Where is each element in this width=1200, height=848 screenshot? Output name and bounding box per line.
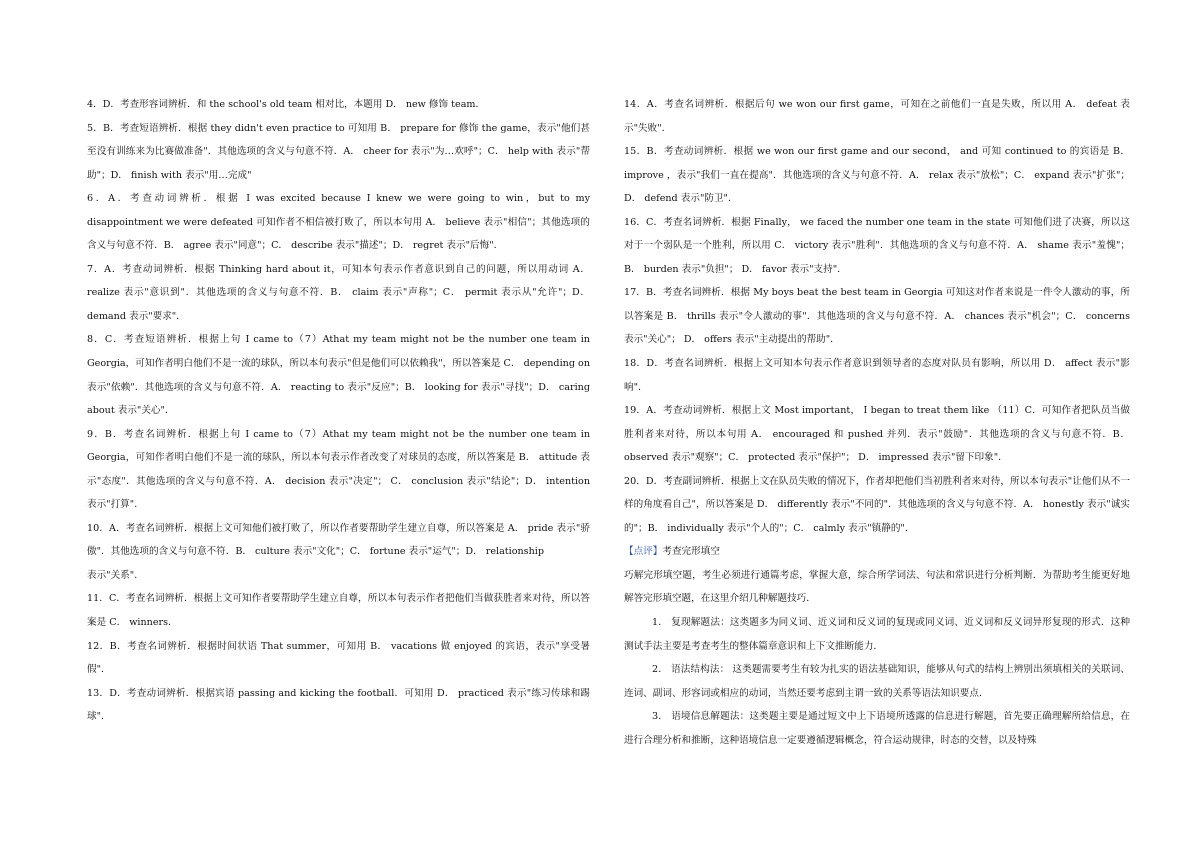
answer-4: 4．D．考查形容词辨析．和 the school's old team 相对比，本题用 D． new 修饰 team． [87,99,486,110]
answer-13: 13．D．考查动词辨析．根据宾语 passing and kicking the football．可知用 D． practiced 表示"练习传球和踢球"． [87,687,590,723]
left-column [87,93,590,729]
answer-18: 18．D．考查名词辨析．根据上文可知本句表示作者意识到领导者的态度对队员有影响，所以用 D． affect 表示"影响"． [624,358,1130,393]
comment-intro: 巧解完形填空题，考生必须进行通篇考虑，掌握大意，综合所学词法、句法和常识进行分析判断．为帮助考生能更好地解答完形填空题，在这里介绍几种解题技巧． [624,569,1130,605]
answer-7: 7．A．考查动词辨析．根据 Thinking hard about it，可知本句表示作者意识到自己的问题，所以用动词 A． realize 表示"意识到"．其他选项的含义与句意不符．B． claim 表示"声称"；C． permit 表示从"允许"；D． demand 表示"要求"． [87,263,590,322]
answer-9: 9．B．考查名词辨析．根据上句 I came to（7）Athat my team might not be the number one team in Georgia，可知作者明白他们不是一流的球队，所以本句表示作者改变了对球员的态度，所以答案是 B． attitude 表示"态度"．其他选项的含义与句意不符．A． decision 表示"决定"； C． conclusion 表示"结论"；D． intention 表示"打算"． [87,428,590,511]
comment-heading [624,540,1130,564]
answer-11: 11．C．考查名词辨析．根据上文可知作者要帮助学生建立自尊，所以本句表示作者把他们当做获胜者来对待，所以答案是 C． winners． [87,593,590,629]
answer-19: 19．A．考查动词辨析．根据上文 Most important， I began to treat them like （11）C．可知作者把队员当做胜利者来对待，所以本句用 A． encouraged 和 pushed 并列．表示"鼓励"．其他选项的含义与句意不符．B． observed 表示"观察"；C． protected 表示"保护"； D． impressed 表示"留下印象"． [624,405,1130,464]
answer-16: 16．C．考查名词辨析．根据 Finally， we faced the number one team in the state 可知他们进了决赛，所以这对于一个弱队是一个胜利，所以用 C． victory 表示"胜利"．其他选项的含义与句意不符．A． shame 表示"羞愧"；B． burden 表示"负担"； D． favor 表示"支持"． [624,216,1130,275]
answer-12: 12．B．考查名词辨析．根据时间状语 That summer，可知用 B． vacations 做 enjoyed 的宾语，表示"享受暑假"． [87,640,590,676]
answer-6: 6．A．考查动词辨析．根据 I was excited because I knew we were going to win，but to my disappointment we were defeated 可知作者不相信被打败了，所以本句用 A． believe 表示"相信"；其他选项的含义与句意不符．B． agree 表示"同意"；C． describe 表示"描述"；D． regret 表示"后悔"． [87,193,590,252]
comment-title: 考查完形填空 [662,546,720,558]
answer-5: 5．B．考查短语辨析．根据 they didn't even practice to 可知用 B． prepare for 修饰 the game，表示"他们甚至没有训练来为比赛做准备"．其他选项的含义与句意不符．A． cheer for 表示"为…欢呼"；C． help with 表示"帮助"；D． finish with 表示"用…完成" [87,122,590,181]
tip-1: 1． 复现解题法：这类题多为同义词、近义词和反义词的复现或同义词、近义词和反义词异形复现的形式．这种测试手法主要是考查考生的整体篇章意识和上下文推断能力． [624,617,1130,652]
answer-8: 8．C．考查短语辨析．根据上句 I came to（7）Athat my team might not be the number one team in Georgia，可知作者明白他们不是一流的球队，所以本句表示"但是他们可以依赖我"，所以答案是 C． depending on 表示"依赖"．其他选项的含义与句意不符．A． reacting to 表示"反应"；B． looking for 表示"寻找"；D． caring about 表示"关心"． [87,334,590,417]
tip-2: 2． 语法结构法： 这类题需要考生有较为扎实的语法基础知识，能够从句式的结构上辨别出须填相关的关联词、连词、副词、形容词或相应的动词，当然还要考虑到主谓一致的关系等语法知识要点． [624,664,1130,699]
answer-17: 17．B．考查名词辨析．根据 My boys beat the best team in Georgia 可知这对作者来说是一件令人激动的事，所以答案是 B． thrills 表示"令人激动的事"．其他选项的含义与句意不符．A． chances 表示"机会"；C． concerns 表示"关心"； D． offers 表示"主动提出的帮助"． [624,287,1130,346]
comment-tag: 【点评】 [624,546,663,558]
answer-10-continued: 表示"关系"． [87,569,144,581]
tip-3: 3． 语境信息解题法：这类题主要是通过短文中上下语境所透露的信息进行解题，首先要正确理解所给信息，在进行合理分析和推断，这种语境信息一定要遵循逻辑概念，符合运动规律，时态的交替，以及特殊 [624,711,1130,746]
answer-14: 14．A．考查名词辨析．根据后句 we won our first game，可知在之前他们一直是失败，所以用 A． defeat 表示"失败"． [624,99,1130,134]
answer-20: 20．D．考查副词辨析．根据上文在队员失败的情况下，作者却把他们当初胜利者来对待，所以本句表示"让他们从不一样的角度看自己"，所以答案是 D． differently 表示"不同的"．其他选项的含义与句意不符．A． honestly 表示"诚实的"；B． individually 表示"个人的"；C． calmly 表示"镇静的"． [624,475,1130,534]
answer-10: 10．A．考查名词辨析．根据上文可知他们被打败了，所以作者要帮助学生建立自尊，所以答案是 A． pride 表示"骄傲"．其他选项的含义与句意不符．B． culture 表示"文化"；C． fortune 表示"运气"；D． relationship [87,522,590,558]
right-column [624,93,1130,752]
answer-15: 15．B．考查动词辨析．根据 we won our first game and our second， and 可知 continued to 的宾语是 B． improve ，表示"我们一直在提高"．其他选项的含义与句意不符．A． relax 表示"放松"；C． expand 表示"扩张"；D． defend 表示"防卫"． [624,146,1130,205]
